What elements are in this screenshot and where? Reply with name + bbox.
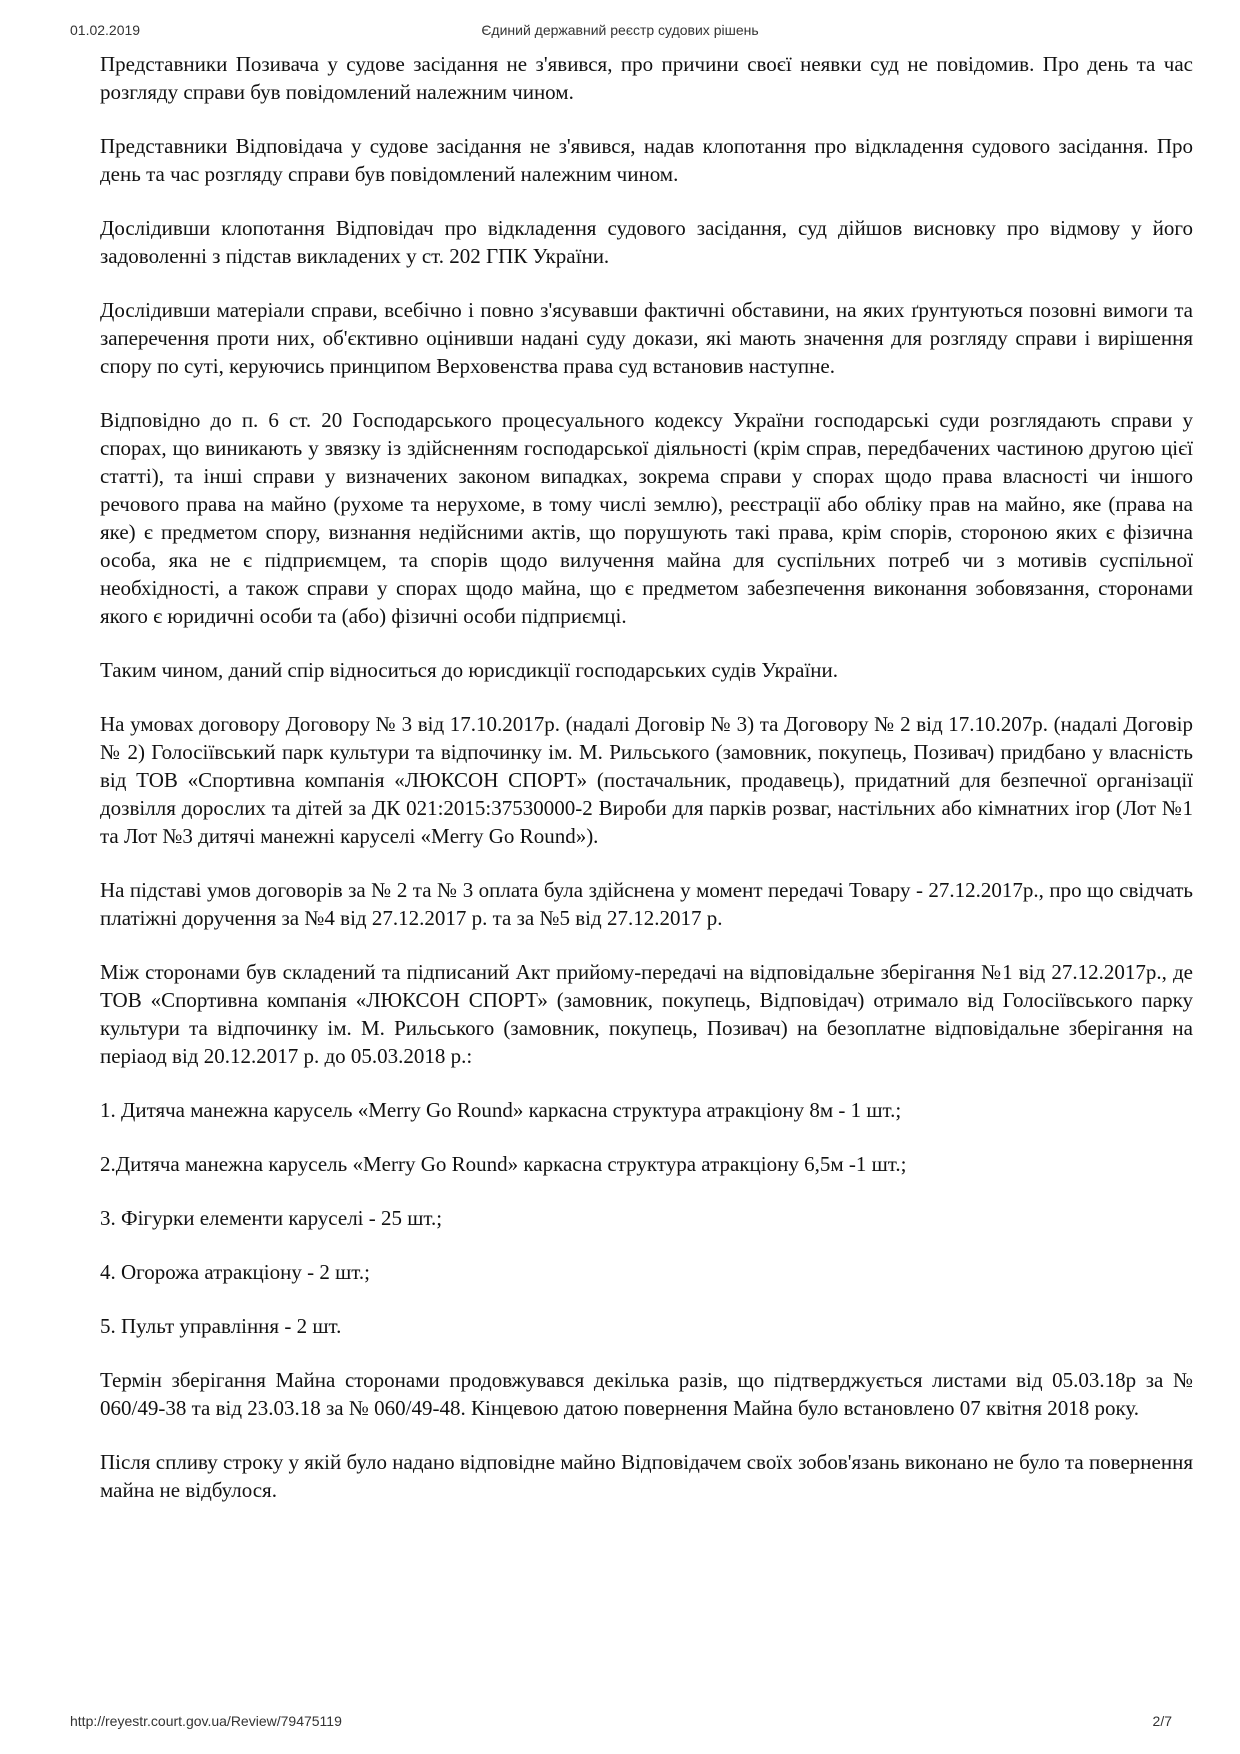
header-date: 01.02.2019 [70, 22, 141, 38]
paragraph: Між сторонами був складений та підписаний Акт прийому-передачі на відповідальне зберігання №1 від 27.12.2017р., де ТОВ «Спортивна компанія «ЛЮКСОН СПОРТ» (замовник, покупець, Відповідач) отримало від Голосіївського парку культури та відпочинку ім. М. Рильського (замовник, покупець, Позивач) на безоплатне відповідальне зберігання на періаод від 20.12.2017 р. до 05.03.2018 р.: [100, 960, 1193, 1068]
paragraph: Дослідивши клопотання Відповідач про відкладення судового засідання, суд дійшов висновку про відмову у його задоволенні з підстав викладених у ст. 202 ГПК України. [100, 216, 1193, 268]
paragraph: На підставі умов договорів за № 2 та № 3 оплата була здійснена у момент передачі Товару - 27.12.2017р., про що свідчать платіжні доручення за №4 від 27.12.2017 р. та за №5 від 27.12.2017 р. [100, 878, 1193, 930]
paragraph: Дослідивши матеріали справи, всебічно і повно з'ясувавши фактичні обставини, на яких ґрунтуються позовні вимоги та заперечення проти них, об'єктивно оцінивши надані суду докази, які мають значення для розгляду справи і вирішення спору по суті, керуючись принципом Верховенства права суд встановив наступне. [100, 298, 1193, 378]
paragraph: На умовах договору Договору № 3 від 17.10.2017р. (надалі Договір № 3) та Договору № 2 від 17.10.207р. (надалі Договір № 2) Голосіївський парк культури та відпочинку ім. М. Рильського (замовник, покупець, Позивач) придбано у власність від ТОВ «Спортивна компанія «ЛЮКСОН СПОРТ» (постачальник, продавець), придатний для безпечної організації дозвілля дорослих та дітей за ДК 021:2015:37530000-2 Вироби для парків розваг, настільних або кімнатних ігор (Лот №1 та Лот №3 дитячі манежні каруселі «Merry Go Round»). [100, 712, 1193, 848]
header-title: Єдиний державний реєстр судових рішень [481, 22, 759, 38]
document-body [100, 50, 1193, 1530]
list-item: 2.Дитяча манежна карусель «Merry Go Round» каркасна структура атракціону 6,5м -1 шт.; [100, 1152, 907, 1176]
list-item: 1. Дитяча манежна карусель «Merry Go Round» каркасна структура атракціону 8м - 1 шт.; [100, 1098, 902, 1122]
paragraph: Термін зберігання Майна сторонами продовжувався декілька разів, що підтверджується листами від 05.03.18р за № 060/49-38 та від 23.03.18 за № 060/49-48. Кінцевою датою повернення Майна було встановлено 07 квітня 2018 року. [100, 1368, 1193, 1420]
list-item: 4. Огорожа атракціону - 2 шт.; [100, 1260, 370, 1284]
list-item: 5. Пульт управління - 2 шт. [100, 1314, 342, 1338]
paragraph: Після спливу строку у якій було надано відповідне майно Відповідачем своїх зобов'язань виконано не було та повернення майна не відбулося. [100, 1450, 1193, 1502]
page-number: 2/7 [1152, 1713, 1172, 1729]
list-item: 3. Фігурки елементи каруселі - 25 шт.; [100, 1206, 443, 1230]
paragraph: Представники Відповідача у судове засідання не з'явився, надав клопотання про відкладення судового засідання. Про день та час розгляду справи був повідомлений належним чином. [100, 134, 1193, 186]
paragraph: Відповідно до п. 6 ст. 20 Господарського процесуального кодексу України господарські суди розглядають справи у спорах, що виникають у звязку із здійсненням господарської діяльності (крім справ, передбачених частиною другою цієї статті), та інші справи у визначених законом випадках, зокрема справи у спорах щодо права власності чи іншого речового права на майно (рухоме та нерухоме, в тому числі землю), реєстрації або обліку прав на майно, яке (права на яке) є предметом спору, визнання недійсними актів, що порушують такі права, крім спорів, стороною яких є фізична особа, яка не є підприємцем, та спорів щодо вилучення майна для суспільних потреб чи з мотивів суспільної необхідності, а також справи у спорах щодо майна, що є предметом забезпечення виконання зобовязання, сторонами якого є юридичні особи та (або) фізичні особи підприємці. [100, 408, 1193, 628]
paragraph: Таким чином, даний спір відноситься до юрисдикції господарських судів України. [100, 658, 839, 682]
paragraph: Представники Позивача у судове засідання не з'явився, про причини своєї неявки суд не повідомив. Про день та час розгляду справи був повідомлений належним чином. [100, 52, 1193, 104]
footer-url: http://reyestr.court.gov.ua/Review/79475119 [70, 1713, 342, 1729]
